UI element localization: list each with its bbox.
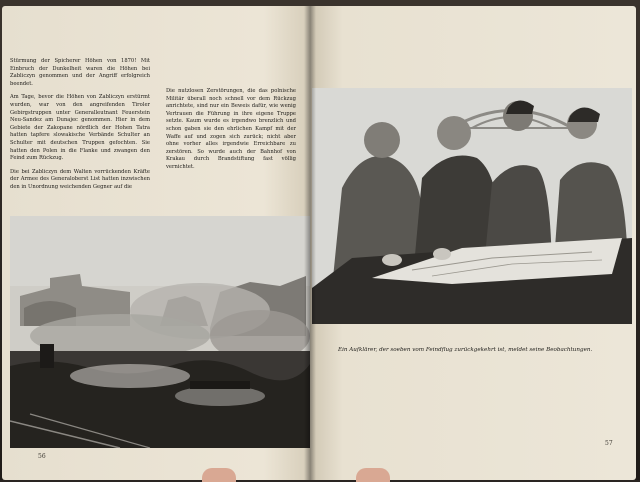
open-book [0, 6, 640, 480]
left-text-column [10, 58, 150, 198]
officers-map-illustration [312, 88, 632, 324]
left-paragraph-3: Die bei Zabliczyn dem Walten vorrückenden Kräfte der Armee des Generaloberst List hatten inzwischen den in Unordnung weichenden Gegner auf die [10, 168, 150, 190]
left-paragraph-2: Am Tage, bevor die Höhen von Zabliczyn erstürmt wurden, war von den angreifenden Tiroler Gebirgstruppen unter Generalleutnant Feuerstein Neu-Sandez am Dunajec genommen. Hier in dem Gebiete der Zakopane nördlich der Hohen Tatra hatten tapfere slowakische Verbände Schulter an Schulter mit deutschen Truppen gefochten. Sie hatten den Polen in die Flanke und zwangen den Feind zum Rückzug. [10, 94, 150, 162]
burning-station-photo [10, 216, 310, 448]
right-page [310, 6, 636, 480]
burning-station-illustration [10, 216, 310, 448]
right-text-column [166, 88, 296, 178]
left-paragraph-1: Stürmung der Spicherer Höhen von 1870! Mit Einbruch der Dunkelheit waren die Höhen bei Zabliczyn genommen und der Angriff erfolgreich beendet. [10, 58, 150, 87]
photo-caption: Ein Aufklärer, der soeben vom Feindflug zurückgekehrt ist, meldet seine Beobachtungen. [338, 347, 593, 353]
right-page-number: 57 [605, 440, 613, 447]
officers-map-photo [312, 88, 632, 324]
right-paragraph-1: Die nutzlosen Zerstörungen, die das polnische Militär überall noch schnell vor dem Rückzug anrichtete, sind nur ein Beweis dafür, wie wenig Vertrauen die Führung in ihre eigene Truppe setzte. Kaum wurde es irgendwo brenzlich und schon gaben sie den ehrlichen Kampf mit der Waffe auf und zogen sich zurück; nicht aber ohne vorher alles irgendwie Erreichbare zu zerstören. So wurde auch der Bahnhof von Krakau durch Brandstiftung fast völlig vernichtet. [166, 88, 296, 170]
left-page-number: 56 [38, 453, 46, 460]
left-page [2, 6, 310, 480]
book-gutter [304, 6, 316, 480]
